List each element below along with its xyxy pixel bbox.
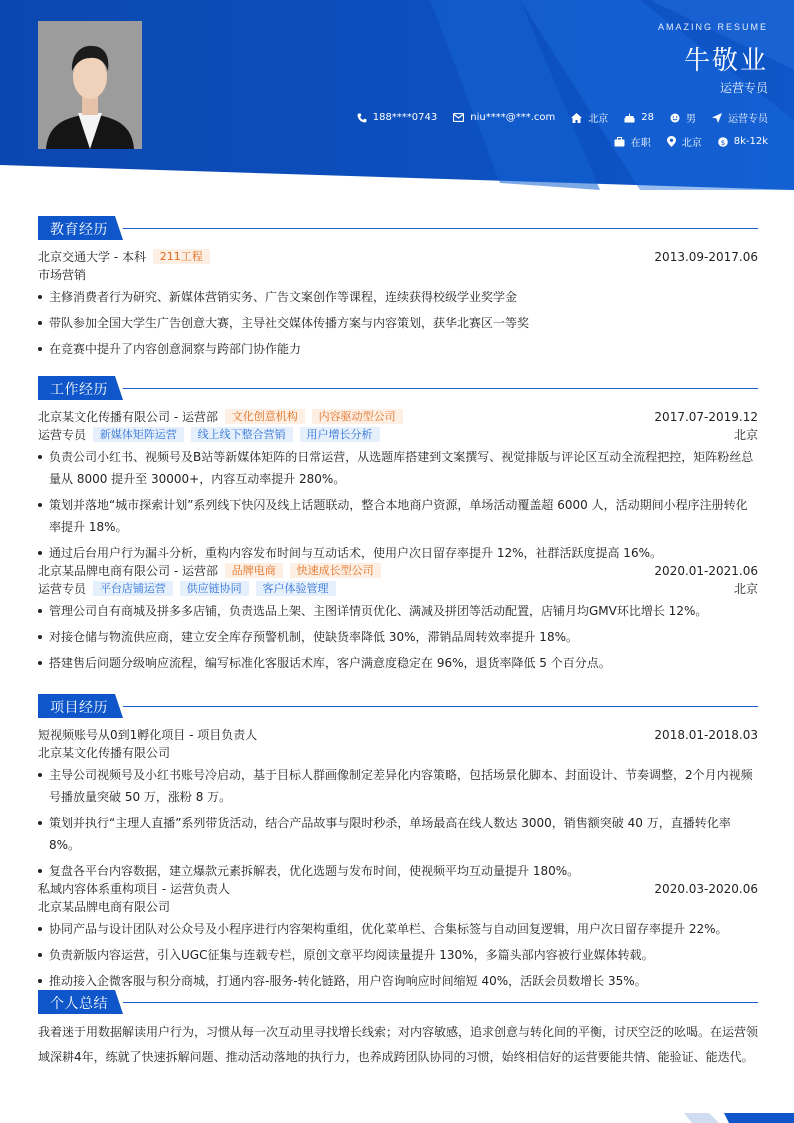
- education-row: [38, 248, 758, 266]
- project-company-row: [38, 744, 758, 762]
- project-date: 2018.01-2018.03: [654, 728, 758, 742]
- section-divider: [123, 1002, 758, 1003]
- project-company: 北京某文化传播有限公司: [38, 746, 171, 760]
- smile-icon: [670, 113, 680, 123]
- job-company-row: [38, 408, 758, 426]
- gender-info: [670, 110, 696, 125]
- section-title: 项目经历: [50, 700, 108, 716]
- project-company: 北京某品牌电商有限公司: [38, 900, 171, 914]
- education-date: 2013.09-2017.06: [654, 250, 758, 264]
- salary-text: 8k-12k: [733, 136, 768, 147]
- project-name: 短视频账号从0到1孵化项目 - 项目负责人: [38, 728, 258, 742]
- list-item: 主导公司视频号及小红书账号冷启动，基于目标人群画像制定差异化内容策略，包括场景化脚本、封面设计、节奏调整，2个月内视频号播放量突破 50 万，涨粉 8 万。: [38, 764, 758, 808]
- list-item: 策划并落地“城市探索计划”系列线下快闪及线上话题联动，整合本地商户资源，单场活动覆盖超 6000 人，活动期间小程序注册转化率提升 18%。: [38, 494, 758, 538]
- section-divider: [123, 388, 758, 389]
- project-company-row: [38, 898, 758, 916]
- job-date: 2020.01-2021.06: [654, 564, 758, 578]
- brand-label: AMAZING RESUME: [657, 22, 768, 32]
- target-role-info: [712, 110, 768, 125]
- cake-icon: [624, 113, 635, 123]
- list-item: 推动接入企微客服与积分商城，打通内容-服务-转化链路，用户咨询响应时间缩短 40%，活跃会员数增长 35%。: [38, 970, 758, 992]
- phone-text: 188****0743: [372, 112, 438, 123]
- contact-info-row: [341, 110, 768, 125]
- list-item: 策划并执行“主理人直播”系列带货活动，结合产品故事与限时秒杀，单场最高在线人数达 3000，销售额突破 40 万，直播转化率 8%。: [38, 812, 758, 856]
- candidate-role: 运营专员: [719, 81, 768, 95]
- home-icon: [571, 113, 582, 123]
- major-name: 市场营销: [38, 268, 87, 282]
- work-section: [38, 376, 758, 678]
- location-pin-icon: [667, 136, 676, 147]
- city-info: [571, 110, 608, 125]
- summary-section: [38, 990, 758, 1070]
- list-item: 负责新版内容运营，引入UGC征集与连载专栏，原创文章平均阅读量提升 130%，多篇头部内容被行业媒体转载。: [38, 944, 758, 966]
- project-date: 2020.03-2020.06: [654, 882, 758, 896]
- job-bullets: [38, 446, 758, 564]
- list-item: 复盘各平台内容数据，建立爆款元素拆解表，优化选题与发布时间，使视频平均互动量提升 180%。: [38, 860, 758, 882]
- gender-text: 男: [686, 114, 696, 125]
- job-city: 北京: [733, 428, 758, 442]
- position-tag: 供应链协同: [180, 581, 249, 596]
- list-item: 在竞赛中提升了内容创意洞察与跨部门协作能力: [38, 338, 758, 360]
- age-text: 28: [641, 112, 654, 123]
- section-title: 工作经历: [50, 382, 108, 398]
- section-header: [38, 216, 758, 240]
- salary-info: [718, 136, 768, 147]
- section-divider: [123, 706, 758, 707]
- list-item: 主修消费者行为研究、新媒体营销实务、广告文案创作等课程，连续获得校级学业奖学金: [38, 286, 758, 308]
- summary-text: 我着迷于用数据解读用户行为，习惯从每一次互动里寻找增长线索；对内容敏感，追求创意与转化间的平衡，讨厌空泛的吆喝。在运营领域深耕4年，练就了快速拆解问题、推动活动落地的执行力，也养成跨团队协同的习惯，始终相信好的运营要能共情、能验证、能迭代。: [38, 1025, 759, 1064]
- phone-info: [357, 112, 438, 123]
- list-item: 管理公司自有商城及拼多多店铺，负责选品上架、主图详情页优化、满减及拼团等活动配置，店铺月均GMV环比增长 12%。: [38, 600, 758, 622]
- position-name: 运营专员: [38, 428, 87, 442]
- email-info: [453, 112, 555, 123]
- position-tag: 平台店铺运营: [93, 581, 173, 596]
- project-name: 私域内容体系重构项目 - 运营负责人: [38, 882, 230, 896]
- project-row: [38, 726, 758, 744]
- status-text: 在职: [630, 138, 651, 149]
- list-item: 通过后台用户行为漏斗分析，重构内容发布时间与互动话术，使用户次日留存率提升 12%，社群活跃度提高 16%。: [38, 542, 758, 564]
- job-date: 2017.07-2019.12: [654, 410, 758, 424]
- age-info: [624, 112, 654, 123]
- profile-photo: [38, 21, 142, 149]
- section-divider: [123, 228, 758, 229]
- company-tag: 品牌电商: [225, 563, 283, 578]
- section-header: [38, 694, 758, 718]
- company-tag: 内容驱动型公司: [312, 409, 403, 424]
- project-row: [38, 880, 758, 898]
- mail-icon: [453, 113, 464, 122]
- expected-city-info: [667, 134, 702, 149]
- projects-section: [38, 694, 758, 996]
- status-info-row: [598, 134, 768, 149]
- company-tag: 文化创意机构: [225, 409, 305, 424]
- briefcase-icon: [614, 137, 625, 147]
- company-name: 北京某品牌电商有限公司 - 运营部: [38, 564, 218, 578]
- position-tag: 客户体验管理: [256, 581, 336, 596]
- job-company-row: [38, 562, 758, 580]
- job-city: 北京: [733, 582, 758, 596]
- footer-decoration: [684, 1113, 794, 1123]
- salary-icon: [718, 137, 728, 147]
- position-tag: 线上线下整合营销: [191, 427, 293, 442]
- status-info: [614, 134, 651, 149]
- expected-city-text: 北京: [681, 138, 702, 149]
- position-tag: 用户增长分析: [300, 427, 380, 442]
- section-title: 个人总结: [50, 996, 108, 1012]
- send-icon: [712, 113, 722, 123]
- school-name: 北京交通大学 - 本科: [38, 250, 146, 264]
- target-role-text: 运营专员: [728, 114, 768, 125]
- job-position-row: [38, 580, 758, 598]
- project-bullets: [38, 764, 758, 882]
- major-row: [38, 266, 758, 284]
- section-title: 教育经历: [50, 222, 108, 238]
- position-name: 运营专员: [38, 582, 87, 596]
- school-tag: 211工程: [153, 249, 210, 264]
- job-position-row: [38, 426, 758, 444]
- list-item: 带队参加全国大学生广告创意大赛，主导社交媒体传播方案与内容策划，获华北赛区一等奖: [38, 312, 758, 334]
- education-bullets: [38, 286, 758, 360]
- list-item: 搭建售后问题分级响应流程，编写标准化客服话术库，客户满意度稳定在 96%，退货率降低 5 个百分点。: [38, 652, 758, 674]
- phone-icon: [357, 113, 367, 123]
- education-section: [38, 216, 758, 364]
- email-text: niu****@***.com: [470, 112, 556, 123]
- list-item: 负责公司小红书、视频号及B站等新媒体矩阵的日常运营，从选题库搭建到文案撰写、视觉排版与评论区互动全流程把控，矩阵粉丝总量从 8000 提升至 30000+，内容互动率提升 280%。: [38, 446, 758, 490]
- svg-text:$: $: [720, 138, 725, 147]
- project-bullets: [38, 918, 758, 992]
- city-text: 北京: [588, 114, 609, 125]
- job-bullets: [38, 600, 758, 674]
- list-item: 对接仓储与物流供应商，建立安全库存预警机制，使缺货率降低 30%，滞销品周转效率提升 18%。: [38, 626, 758, 648]
- resume-header: [0, 0, 794, 195]
- avatar: [38, 21, 142, 149]
- position-tag: 新媒体矩阵运营: [93, 427, 184, 442]
- section-header: [38, 990, 758, 1014]
- company-name: 北京某文化传播有限公司 - 运营部: [38, 410, 218, 424]
- company-tag: 快速成长型公司: [290, 563, 381, 578]
- candidate-name: 牛敬业: [683, 46, 768, 76]
- section-header: [38, 376, 758, 400]
- list-item: 协同产品与设计团队对公众号及小程序进行内容架构重组，优化菜单栏、合集标签与自动回复逻辑，用户次日留存率提升 22%。: [38, 918, 758, 940]
